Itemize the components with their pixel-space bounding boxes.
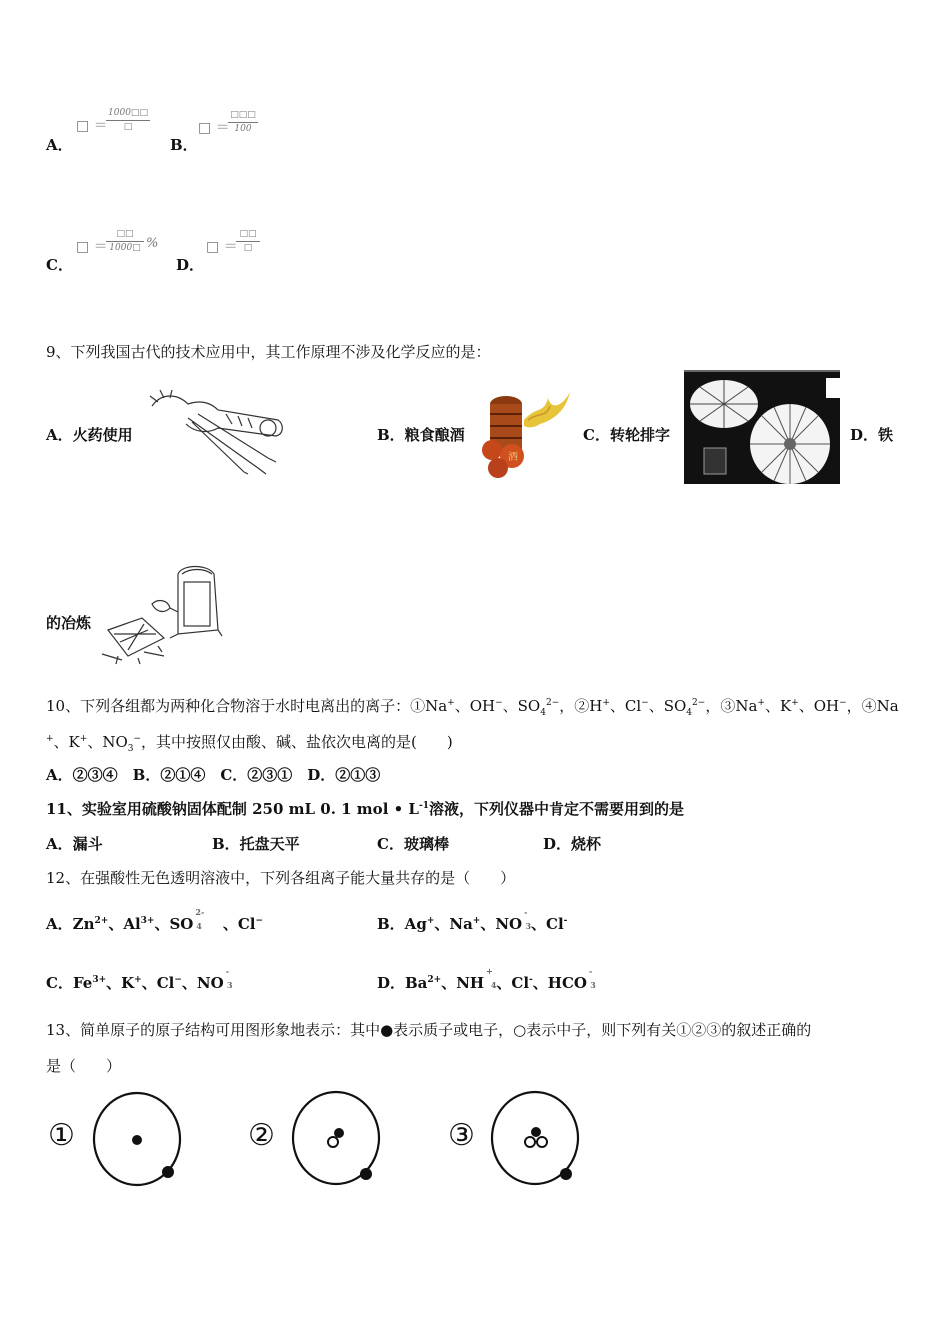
q13-stem-line1: 13、简单原子的原子结构可用图形象地表示：其中●表示质子或电子，○表示中子，则下列有关①②③的叙述正确的 — [46, 1021, 812, 1039]
atom-diagram-1 — [92, 1090, 184, 1190]
q11-option-a[interactable]: A．漏斗 — [46, 835, 103, 853]
atom-label-1: ① — [48, 1118, 75, 1153]
formula-b: □ ＝ □□□ 100 — [198, 110, 278, 140]
q8-option-b[interactable]: B． — [170, 136, 198, 154]
q9-option-c[interactable]: C．转轮排字 — [583, 426, 670, 444]
q9-option-a[interactable]: A．火药使用 — [46, 426, 133, 444]
q9-option-d[interactable]: D．铁 — [850, 426, 894, 444]
q11-option-b[interactable]: B．托盘天平 — [212, 835, 300, 853]
atom-diagram-3 — [492, 1090, 584, 1190]
atom-label-2: ② — [248, 1118, 275, 1153]
liquor-brewing-image — [478, 384, 574, 478]
q12-option-c[interactable]: C．$Fe^{3+}$、K+、Cl−、NO-3 — [46, 966, 233, 992]
formula-a: □ ＝ 1000□□ □ — [76, 108, 166, 138]
formula-c: □ ＝ □□ 1000□ % — [76, 229, 159, 255]
gunpowder-arrow-image — [148, 388, 286, 474]
q8-option-d[interactable]: D． — [176, 256, 205, 274]
q9-option-d-cont: 的冶炼 — [46, 614, 92, 632]
q9-stem: 9、下列我国古代的技术应用中，其工作原理不涉及化学反应的是： — [46, 343, 491, 361]
rotary-type-image — [684, 370, 840, 484]
svg-text:酒: 酒 — [508, 452, 518, 463]
q12-option-d[interactable]: D．$Ba^{2+}$、NH+4、Cl-、HCO-3 — [377, 966, 596, 992]
q13-stem-line2: 是（ ） — [46, 1057, 122, 1075]
iron-smelting-image — [98, 560, 222, 664]
q8-option-a[interactable]: A． — [46, 136, 73, 154]
q9-option-b[interactable]: B．粮食酿酒 — [377, 426, 465, 444]
q11-stem: 11、实验室用硫酸钠固体配制 250 mL 0. 1 mol • $L^{-1}$溶液，下列仪器中肯定不需要用到的是 — [46, 800, 684, 818]
formula-d: □ ＝ □□ □ — [206, 229, 276, 259]
q10-stem-line1: 10、下列各组都为两种化合物溶于水时电离出的离子：①Na+、OH−、$SO_4^{2-}$，②H+、Cl−、$SO_4^{2-}$，③Na+、K+、OH−，④Na — [46, 697, 899, 718]
atom-label-3: ③ — [448, 1118, 475, 1153]
q10-options[interactable]: A．②③④ B．②①④ C．②③① D．②①③ — [46, 766, 381, 784]
q8-option-c[interactable]: C． — [46, 256, 73, 274]
atom-diagram-2 — [292, 1090, 384, 1190]
q11-option-c[interactable]: C．玻璃棒 — [377, 835, 449, 853]
q11-option-d[interactable]: D．烧杯 — [543, 835, 602, 853]
q12-option-a[interactable]: A．$Zn^{2+}$、$Al^{3+}$、$SO^{2-}4$ 、Cl− — [46, 907, 264, 933]
q10-stem-line2: +、K+、$NO_3^-$，其中按照仅由酸、碱、盐依次电离的是( ) — [46, 733, 453, 754]
q12-stem: 12、在强酸性无色透明溶液中，下列各组离子能大量共存的是（ ） — [46, 869, 516, 887]
q12-option-b[interactable]: B．Ag+、Na+、NO-3、Cl- — [377, 907, 568, 933]
